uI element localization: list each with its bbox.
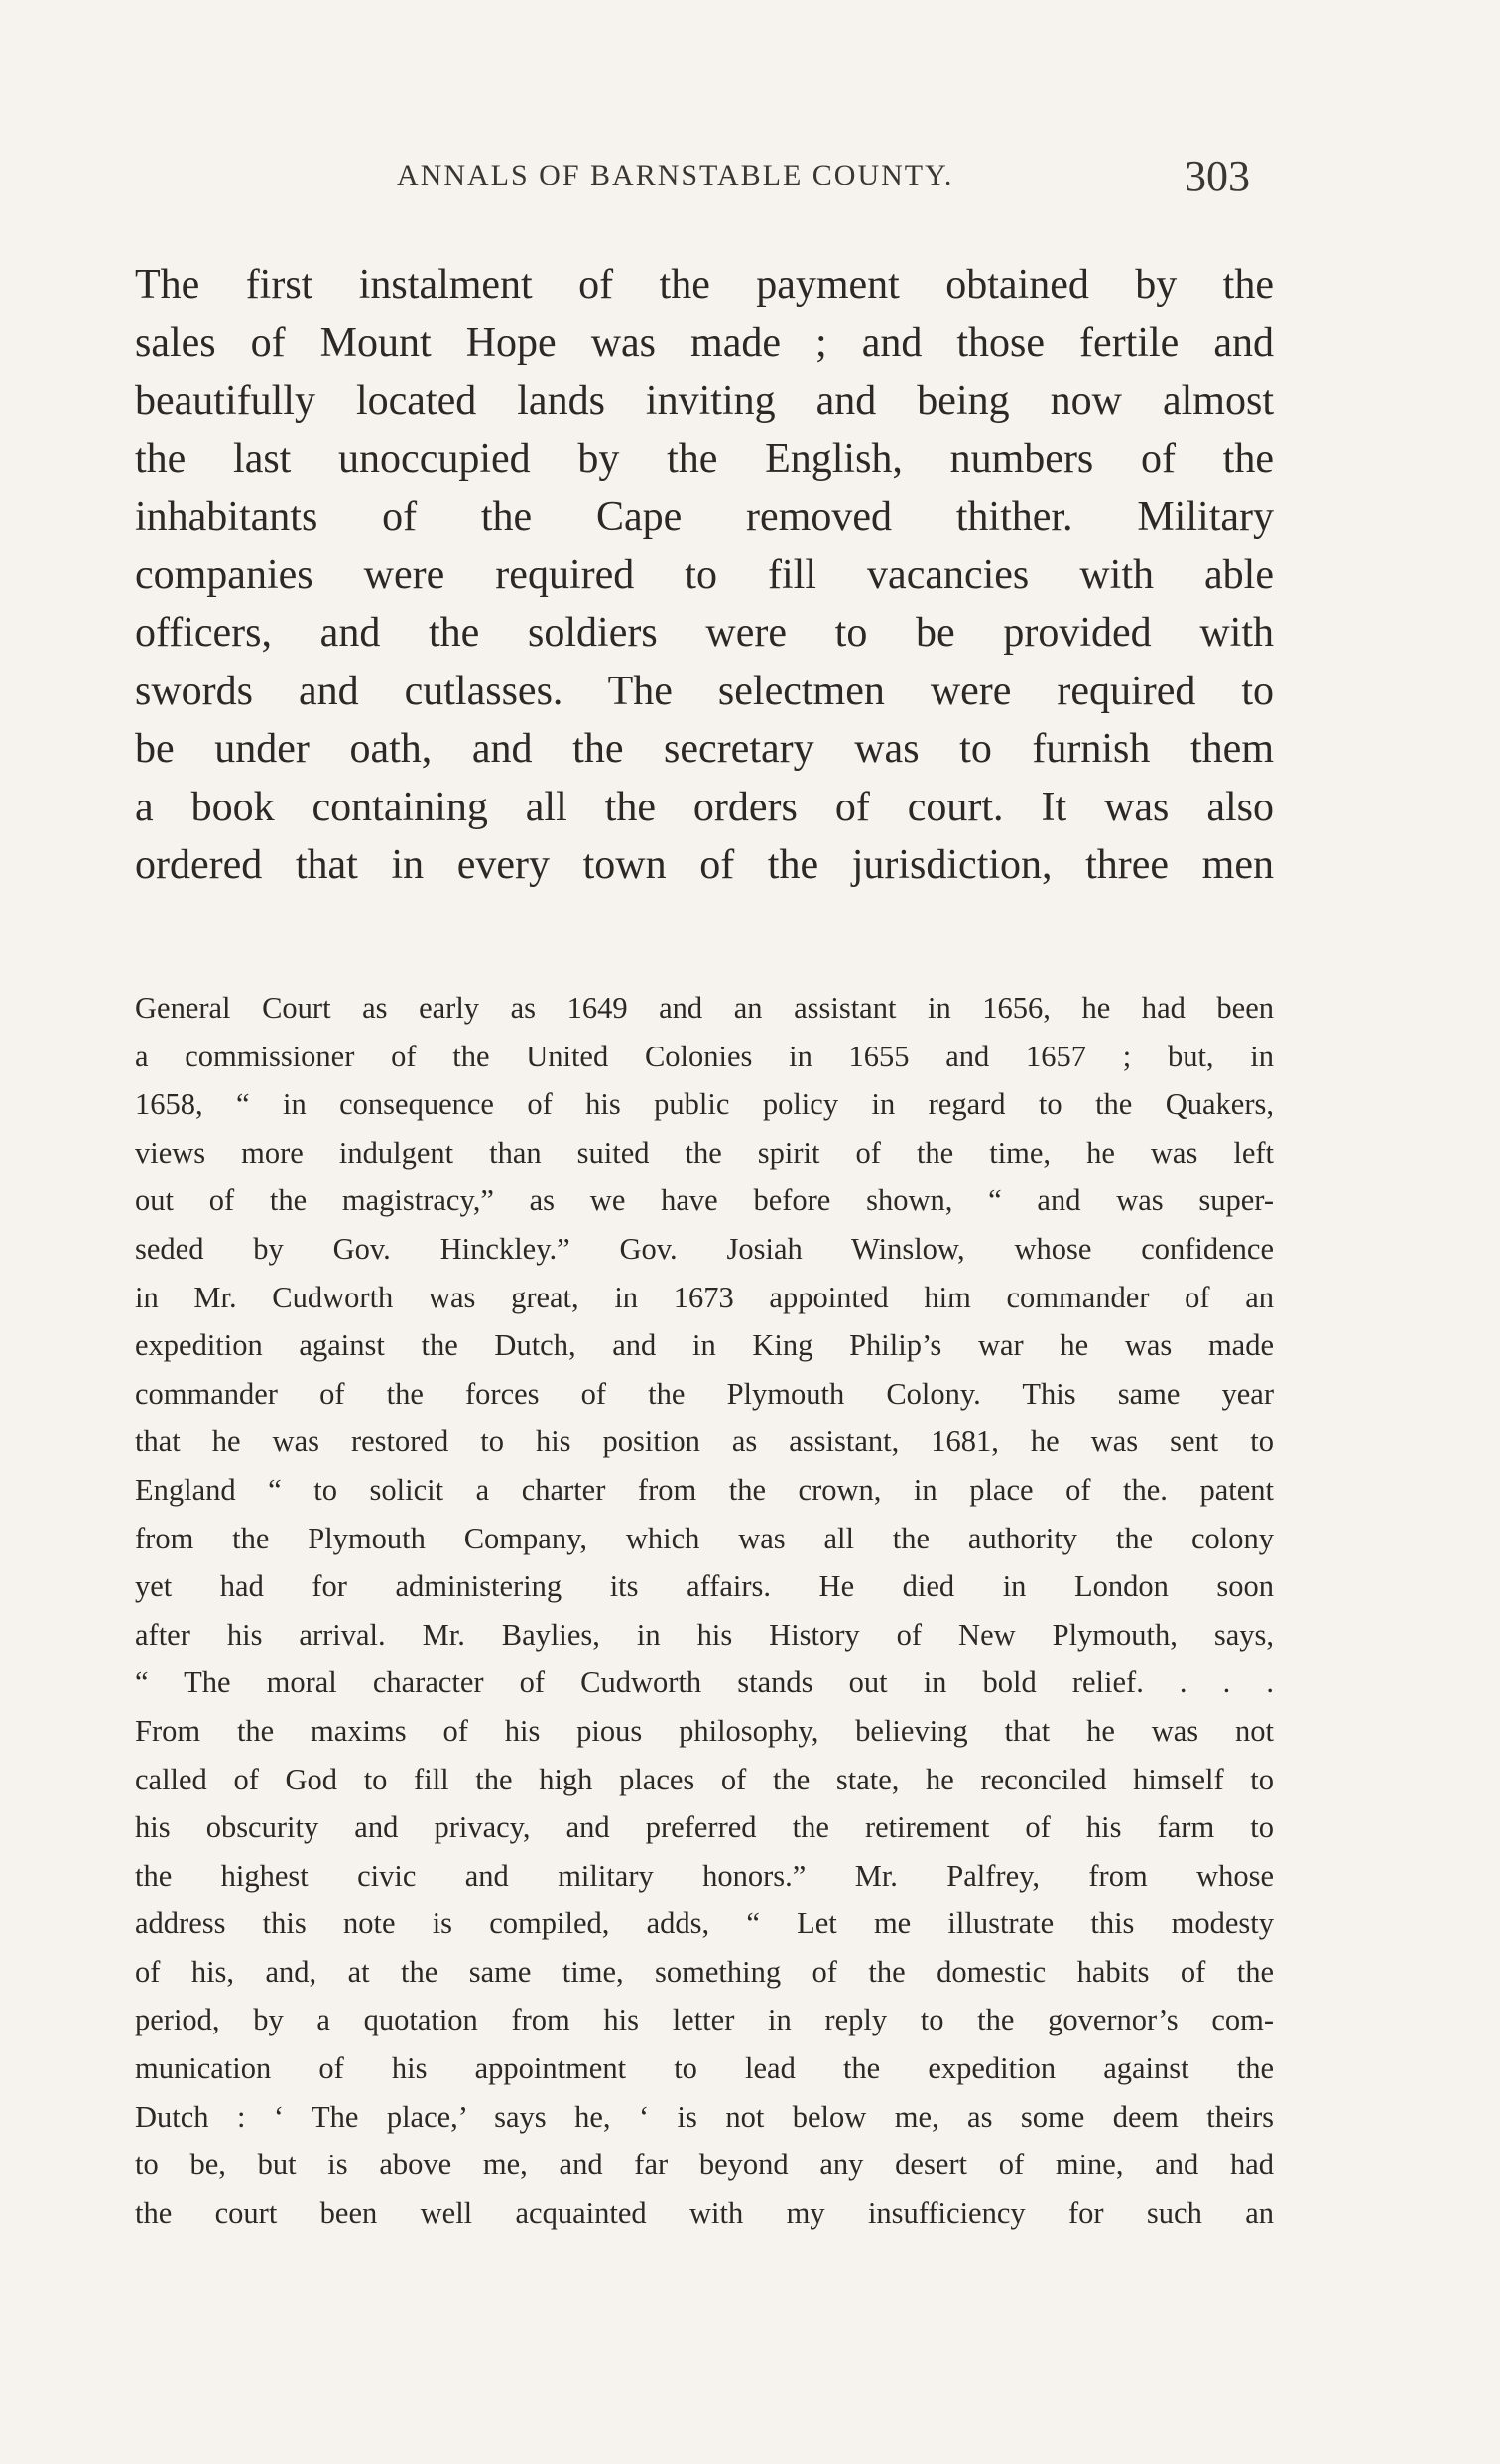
main-text-line: companies were required to fill vacancies with able — [135, 552, 1274, 598]
running-title: ANNALS OF BARNSTABLE COUNTY. — [397, 159, 954, 191]
running-head — [0, 152, 1500, 208]
footnote-line: munication of his appointment to lead the expedition against the — [135, 2051, 1274, 2086]
footnote-block — [135, 984, 1274, 2237]
footnote-line: address this note is compiled, adds, “ Let me illustrate this modesty — [135, 1907, 1274, 1941]
main-text-line: ordered that in every town of the jurisdiction, three men — [135, 842, 1274, 888]
footnote-line: the court been well acquainted with my insufficiency for such an — [135, 2195, 1274, 2230]
footnote-line: after his arrival. Mr. Baylies, in his History of New Plymouth, says, — [135, 1617, 1274, 1652]
main-text-line: be under oath, and the secretary was to furnish them — [135, 726, 1274, 772]
footnote-line: period, by a quotation from his letter in reply to the governor’s com- — [135, 2003, 1274, 2037]
footnote-line: Dutch : ‘ The place,’ says he, ‘ is not below me, as some deem theirs — [135, 2099, 1274, 2134]
main-text-line: inhabitants of the Cape removed thither. Military — [135, 494, 1274, 540]
footnote-line: that he was restored to his position as assistant, 1681, he was sent to — [135, 1424, 1274, 1459]
main-text-line: The first instalment of the payment obtained by the — [135, 262, 1274, 308]
footnote-line: a commissioner of the United Colonies in 1655 and 1657 ; but, in — [135, 1039, 1274, 1073]
footnote-line: General Court as early as 1649 and an assistant in 1656, he had been — [135, 991, 1274, 1025]
main-text-line: beautifully located lands inviting and being now almost — [135, 378, 1274, 424]
footnote-line: to be, but is above me, and far beyond any desert of mine, and had — [135, 2148, 1274, 2182]
footnote-line: England “ to solicit a charter from the crown, in place of the. patent — [135, 1472, 1274, 1507]
main-text-block — [135, 256, 1274, 895]
main-text-line: swords and cutlasses. The selectmen were required to — [135, 668, 1274, 714]
main-text-line: a book containing all the orders of court. It was also — [135, 784, 1274, 830]
page-number: 303 — [1185, 152, 1250, 200]
main-text-line: officers, and the soldiers were to be provided with — [135, 610, 1274, 656]
footnote-line: from the Plymouth Company, which was all the authority the colony — [135, 1521, 1274, 1555]
footnote-line: “ The moral character of Cudworth stands out in bold relief. . . . — [135, 1665, 1274, 1700]
main-text-line: sales of Mount Hope was made ; and those fertile and — [135, 319, 1274, 366]
footnote-line: commander of the forces of the Plymouth Colony. This same year — [135, 1376, 1274, 1411]
footnote-line: out of the magistracy,” as we have before shown, “ and was super- — [135, 1183, 1274, 1218]
footnote-line: views more indulgent than suited the spirit of the time, he was left — [135, 1135, 1274, 1170]
footnote-line: From the maxims of his pious philosophy, believing that he was not — [135, 1713, 1274, 1748]
footnote-line: the highest civic and military honors.” Mr. Palfrey, from whose — [135, 1858, 1274, 1893]
footnote-line: 1658, “ in consequence of his public policy in regard to the Quakers, — [135, 1087, 1274, 1122]
footnote-line: called of God to fill the high places of the state, he reconciled himself to — [135, 1762, 1274, 1796]
footnote-line: of his, and, at the same time, something of the domestic habits of the — [135, 1954, 1274, 1989]
footnote-line: seded by Gov. Hinckley.” Gov. Josiah Winslow, whose confidence — [135, 1231, 1274, 1266]
footnote-line: in Mr. Cudworth was great, in 1673 appointed him commander of an — [135, 1280, 1274, 1314]
footnote-line: yet had for administering its affairs. He died in London soon — [135, 1569, 1274, 1604]
main-text-line: the last unoccupied by the English, numbers of the — [135, 435, 1274, 482]
footnote-line: expedition against the Dutch, and in King Philip’s war he was made — [135, 1328, 1274, 1363]
footnote-line: his obscurity and privacy, and preferred the retirement of his farm to — [135, 1810, 1274, 1845]
